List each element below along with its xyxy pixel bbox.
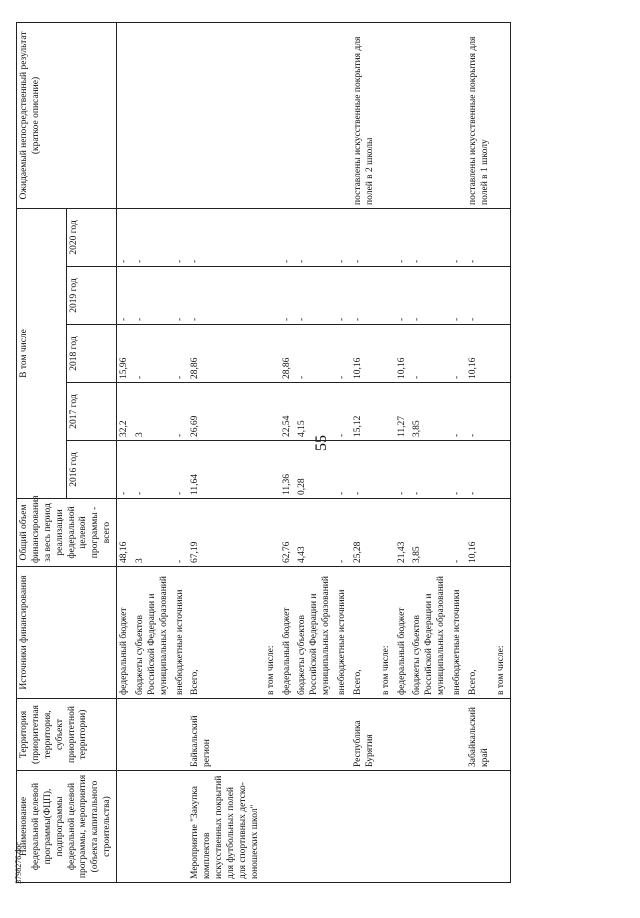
header-territory: Территория (приоритетная территория, субъект приоритетной территории) — [17, 699, 117, 771]
cell-result — [335, 22, 351, 208]
cell-territory — [133, 699, 173, 771]
cell-source: федеральный бюджет — [395, 567, 411, 699]
cell-2018: - — [173, 325, 189, 383]
cell-2016 — [379, 441, 395, 499]
cell-2016: - — [133, 441, 173, 499]
cell-name: Мероприятие "Закупка комплектов искусственных покрытий для футбольных полей для спортивных детско-юношеских школ" — [188, 771, 263, 883]
cell-2019 — [494, 267, 510, 325]
cell-source: Всего, — [188, 567, 263, 699]
cell-name — [410, 771, 450, 883]
cell-2019: - — [410, 267, 450, 325]
header-year-2016: 2016 год — [67, 441, 117, 499]
cell-total: 21,43 — [395, 499, 411, 567]
table-row — [173, 22, 189, 882]
table-row — [351, 22, 379, 882]
header-year-2018: 2018 год — [67, 325, 117, 383]
cell-total: 48,16 — [117, 499, 133, 567]
cell-territory — [117, 699, 133, 771]
cell-total: - — [450, 499, 466, 567]
cell-2017: - — [466, 383, 494, 441]
cell-2018: 10,16 — [466, 325, 494, 383]
cell-2019: - — [295, 267, 335, 325]
cell-name — [295, 771, 335, 883]
cell-territory — [395, 699, 411, 771]
document-filename: 3798276.doc — [14, 842, 23, 884]
cell-total — [494, 499, 510, 567]
financing-table — [16, 22, 511, 883]
cell-2020 — [494, 208, 510, 266]
cell-territory — [280, 699, 296, 771]
cell-2017: - — [450, 383, 466, 441]
cell-total: 4,43 — [295, 499, 335, 567]
cell-2016 — [494, 441, 510, 499]
cell-result — [280, 22, 296, 208]
cell-source: федеральный бюджет — [280, 567, 296, 699]
cell-2019: - — [450, 267, 466, 325]
cell-territory: Байкальский регион — [188, 699, 263, 771]
cell-result — [395, 22, 411, 208]
cell-2019 — [379, 267, 395, 325]
cell-source: в том числе: — [494, 567, 510, 699]
cell-result: поставлены искусственные покрытия для полей в 1 школу — [466, 22, 494, 208]
header-row — [17, 22, 67, 882]
cell-territory — [295, 699, 335, 771]
cell-source: Всего, — [351, 567, 379, 699]
cell-source: внебюджетные источники — [335, 567, 351, 699]
cell-territory — [264, 699, 280, 771]
cell-source: в том числе: — [379, 567, 395, 699]
cell-name — [351, 771, 379, 883]
cell-2016: - — [351, 441, 379, 499]
cell-2020: - — [410, 208, 450, 266]
cell-2017: 3,85 — [410, 383, 450, 441]
table-row — [188, 22, 263, 882]
cell-total: - — [335, 499, 351, 567]
cell-2019 — [264, 267, 280, 325]
cell-result — [450, 22, 466, 208]
table-row — [410, 22, 450, 882]
cell-2020: - — [117, 208, 133, 266]
cell-territory — [335, 699, 351, 771]
table-row — [395, 22, 411, 882]
cell-2019: - — [173, 267, 189, 325]
cell-2018: - — [450, 325, 466, 383]
cell-source: внебюджетные источники — [450, 567, 466, 699]
table-body — [117, 22, 511, 882]
cell-2018: - — [133, 325, 173, 383]
cell-2019: - — [466, 267, 494, 325]
cell-name — [173, 771, 189, 883]
cell-2016: 11,64 — [188, 441, 263, 499]
cell-total: 62,76 — [280, 499, 296, 567]
cell-2019: - — [133, 267, 173, 325]
cell-name — [466, 771, 494, 883]
cell-source: в том числе: — [264, 567, 280, 699]
cell-2018: 28,86 — [188, 325, 263, 383]
cell-result — [410, 22, 450, 208]
cell-2017: 4,15 — [295, 383, 335, 441]
cell-2018 — [264, 325, 280, 383]
cell-total — [264, 499, 280, 567]
cell-2020: - — [335, 208, 351, 266]
cell-2016: - — [410, 441, 450, 499]
cell-2020: - — [188, 208, 263, 266]
cell-2018 — [379, 325, 395, 383]
cell-2018 — [494, 325, 510, 383]
cell-2017: 15,12 — [351, 383, 379, 441]
cell-total — [379, 499, 395, 567]
cell-2016: - — [395, 441, 411, 499]
table-row — [133, 22, 173, 882]
cell-source: бюджеты субъектов Российской Федерации и муниципальных образований — [133, 567, 173, 699]
table-row — [117, 22, 133, 882]
cell-2017: 11,27 — [395, 383, 411, 441]
header-year-2017: 2017 год — [67, 383, 117, 441]
cell-2017 — [264, 383, 280, 441]
cell-territory — [173, 699, 189, 771]
cell-2016: - — [173, 441, 189, 499]
table-row — [264, 22, 280, 882]
cell-name — [117, 771, 133, 883]
table-row — [466, 22, 494, 882]
cell-total: 10,16 — [466, 499, 494, 567]
cell-total: 67,19 — [188, 499, 263, 567]
cell-territory — [494, 699, 510, 771]
cell-result — [117, 22, 133, 208]
header-including: В том числе — [17, 208, 67, 498]
cell-2020: - — [133, 208, 173, 266]
cell-2020 — [264, 208, 280, 266]
cell-result — [264, 22, 280, 208]
cell-territory: Республика Бурятия — [351, 699, 379, 771]
cell-2018: - — [335, 325, 351, 383]
cell-2019: - — [351, 267, 379, 325]
header-total: Общий объем финансирования за весь период реализации федеральной целевой программы - всего — [17, 499, 117, 567]
cell-2018: 15,96 — [117, 325, 133, 383]
cell-2018: - — [295, 325, 335, 383]
cell-name — [379, 771, 395, 883]
cell-2019: - — [335, 267, 351, 325]
header-name: Наименование федеральной целевой программы(ФЦП), подпрограммы федеральной целевой программы, мероприятия (объекта капитального строительства) — [17, 771, 117, 883]
cell-2020: - — [351, 208, 379, 266]
header-result: Ожидаемый непосредственный результат (краткое описание) — [17, 22, 117, 208]
cell-2017: - — [335, 383, 351, 441]
cell-2016: - — [117, 441, 133, 499]
financing-table-frame — [16, 23, 556, 883]
table-row — [335, 22, 351, 882]
cell-total: 25,28 — [351, 499, 379, 567]
cell-2017: 22,54 — [280, 383, 296, 441]
cell-2018: - — [410, 325, 450, 383]
cell-2016: - — [335, 441, 351, 499]
cell-2020: - — [173, 208, 189, 266]
table-row — [379, 22, 395, 882]
cell-name — [395, 771, 411, 883]
cell-territory — [450, 699, 466, 771]
cell-name — [494, 771, 510, 883]
cell-total: 3 — [133, 499, 173, 567]
cell-2020: - — [450, 208, 466, 266]
header-year-2020: 2020 год — [67, 208, 117, 266]
cell-result — [379, 22, 395, 208]
table-row — [295, 22, 335, 882]
cell-2019: - — [188, 267, 263, 325]
cell-2017: - — [173, 383, 189, 441]
cell-result — [295, 22, 335, 208]
cell-2016 — [264, 441, 280, 499]
cell-source: внебюджетные источники — [173, 567, 189, 699]
cell-2020 — [379, 208, 395, 266]
cell-name — [280, 771, 296, 883]
cell-2019: - — [395, 267, 411, 325]
cell-total: 3,85 — [410, 499, 450, 567]
cell-name — [264, 771, 280, 883]
cell-territory — [379, 699, 395, 771]
cell-2016: 0,28 — [295, 441, 335, 499]
cell-2020: - — [280, 208, 296, 266]
cell-result — [133, 22, 173, 208]
cell-2016: - — [466, 441, 494, 499]
cell-2020: - — [295, 208, 335, 266]
cell-2018: 10,16 — [351, 325, 379, 383]
cell-name — [450, 771, 466, 883]
table-row — [450, 22, 466, 882]
cell-2020: - — [466, 208, 494, 266]
cell-2017: 3 — [133, 383, 173, 441]
cell-2017: 32,2 — [117, 383, 133, 441]
cell-2019: - — [117, 267, 133, 325]
cell-2019: - — [280, 267, 296, 325]
header-year-2019: 2019 год — [67, 267, 117, 325]
cell-2018: 10,16 — [395, 325, 411, 383]
cell-2016: - — [450, 441, 466, 499]
cell-source: бюджеты субъектов Российской Федерации и муниципальных образований — [295, 567, 335, 699]
cell-result: поставлены искусственные покрытия для полей в 2 школы — [351, 22, 379, 208]
cell-2017 — [379, 383, 395, 441]
cell-territory — [410, 699, 450, 771]
table-row — [494, 22, 510, 882]
cell-name — [335, 771, 351, 883]
cell-source: Всего, — [466, 567, 494, 699]
cell-territory: Забайкальский край — [466, 699, 494, 771]
cell-name — [133, 771, 173, 883]
cell-source: бюджеты субъектов Российской Федерации и муниципальных образований — [410, 567, 450, 699]
cell-2018: 28,86 — [280, 325, 296, 383]
cell-2020: - — [395, 208, 411, 266]
cell-result — [188, 22, 263, 208]
table-row — [280, 22, 296, 882]
cell-result — [494, 22, 510, 208]
cell-total: - — [173, 499, 189, 567]
cell-result — [173, 22, 189, 208]
cell-source: федеральный бюджет — [117, 567, 133, 699]
header-sources: Источники финансирования — [17, 567, 117, 699]
cell-2017 — [494, 383, 510, 441]
page-number: 55 — [313, 435, 330, 451]
cell-2017: 26,69 — [188, 383, 263, 441]
cell-2016: 11,36 — [280, 441, 296, 499]
